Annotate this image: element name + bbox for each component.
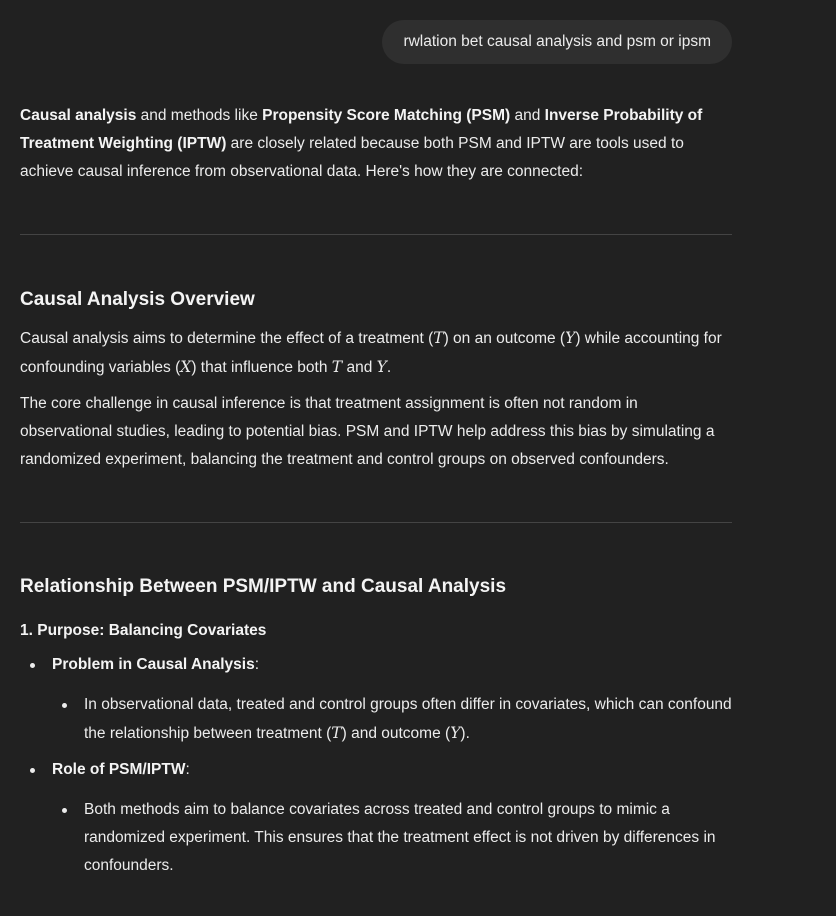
divider [20, 522, 732, 523]
list-item [20, 651, 732, 679]
math-symbol-t: T [433, 329, 444, 347]
nested-text-b: ) and outcome ( [341, 725, 451, 742]
math-symbol-y: Y [450, 724, 461, 742]
bold-psm: Propensity Score Matching (PSM) [262, 107, 511, 124]
overview-text-a: Causal analysis aims to determine the effect of a treatment ( [20, 330, 434, 347]
nested-text-c: ). [460, 725, 470, 742]
intro-text-1: and methods like [136, 107, 263, 124]
math-symbol-y: Y [565, 329, 576, 347]
nested-text-a: In observational data, treated and control groups often differ in covariates, which can confound the relationship between treatment ( [84, 696, 732, 742]
list-item [20, 756, 732, 784]
list-item-colon: : [185, 761, 190, 778]
list-item-label: Problem in Causal Analysis [52, 656, 255, 673]
assistant-response [20, 102, 732, 880]
bold-iptw: Inverse Probability of Treatment Weighting (IPTW) [20, 107, 703, 152]
list-item-colon: : [254, 656, 260, 673]
overview-paragraph-1 [20, 324, 732, 382]
divider [20, 234, 732, 235]
intro-paragraph [20, 102, 732, 186]
list-item-nested [20, 691, 732, 748]
intro-text-2: and [510, 107, 545, 124]
section-heading-relationship: Relationship Between PSM/IPTW and Causal Analysis [20, 576, 507, 597]
math-symbol-t: T [331, 724, 342, 742]
user-message-bubble: rwlation bet causal analysis and psm or ipsm [382, 20, 732, 64]
math-symbol-t: T [331, 358, 343, 376]
math-symbol-x: X [180, 358, 192, 376]
overview-paragraph-2: The core challenge in causal inference is that treatment assignment is often not random in observational studies, leading to potential bias. PSM and IPTW help address this bias by simulating a randomized experiment, balancing the treatment and control groups on observed confounders. [20, 395, 715, 468]
overview-text-b: ) on an outcome ( [443, 330, 566, 347]
overview-text-e: and [342, 359, 377, 376]
subheading-purpose: 1. Purpose: Balancing Covariates [20, 622, 267, 639]
bold-causal-analysis: Causal analysis [20, 107, 137, 124]
overview-text-c: ) while accounting for confounding variables ( [20, 330, 722, 376]
overview-text-d: ) that influence both [191, 359, 332, 376]
list-item-nested: Both methods aim to balance covariates across treated and control groups to mimic a randomized experiment. This ensures that the treatment effect is not driven by differences in confounders. [20, 796, 732, 880]
list-item-label: Role of PSM/IPTW [52, 761, 186, 778]
intro-text-3: are closely related because both PSM and IPTW are tools used to achieve causal inference from observational data. Here's how they are connected: [20, 135, 684, 180]
overview-text-f: . [386, 359, 392, 376]
math-symbol-y: Y [376, 358, 387, 376]
user-message-row [382, 20, 732, 64]
section-heading-overview: Causal Analysis Overview [20, 289, 255, 310]
